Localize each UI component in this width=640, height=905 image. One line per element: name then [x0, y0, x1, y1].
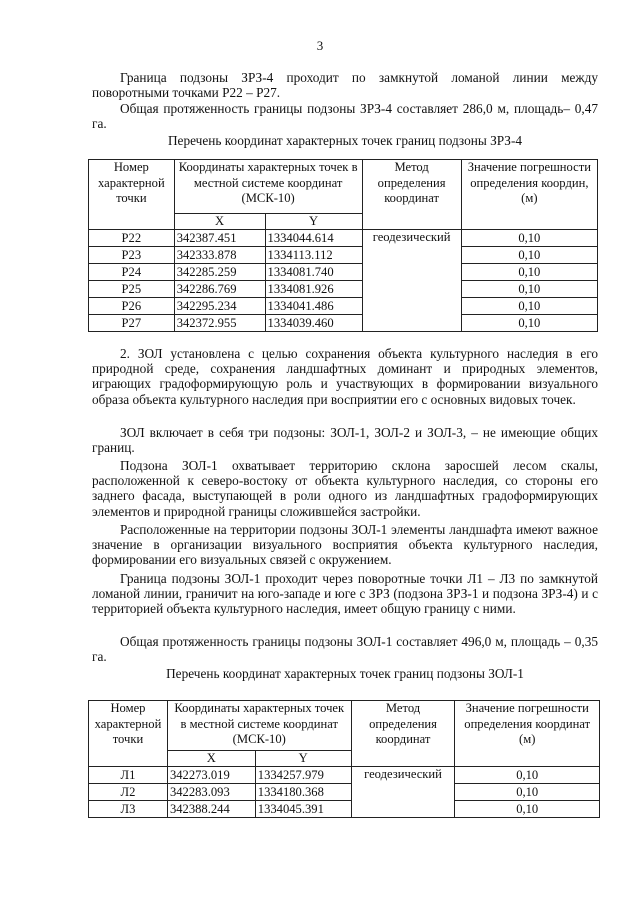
point-error: 0,10: [461, 315, 597, 332]
point-y: 1334045.391: [255, 801, 351, 818]
point-x: 342283.093: [167, 784, 255, 801]
header-y: Y: [265, 214, 362, 230]
point-y: 1334041.486: [265, 298, 362, 315]
point-x: 342372.955: [174, 315, 265, 332]
point-id: Р23: [89, 247, 175, 264]
point-x: 342273.019: [167, 767, 255, 784]
point-y: 1334044.614: [265, 230, 362, 247]
point-error: 0,10: [455, 801, 600, 818]
point-y: 1334081.740: [265, 264, 362, 281]
table1-caption: Перечень координат характерных точек границ подзоны ЗРЗ-4: [167, 133, 523, 148]
paragraph-zol1-boundary: Граница подзоны ЗОЛ-1 проходит через поворотные точки Л1 – Л3 по замкнутой ломаной линии, граничит на юго-западе и юге с ЗРЗ (подзона ЗРЗ-1 и подзона ЗРЗ-4) и с территорией объекта культурного наследия, имеет общую границу с ними.: [92, 571, 598, 617]
point-error: 0,10: [461, 230, 597, 247]
method-cell: геодезический: [362, 230, 461, 332]
paragraph-zol-purpose: 2. ЗОЛ установлена с целью сохранения объекта культурного наследия в его природной среде, сохранения ландшафтных доминант и природных элементов, играющих градоформирующую роль и участвующих в формировании визуального образа объекта культурного наследия при восприятии его с основных видовых точек.: [92, 346, 598, 407]
point-y: 1334180.368: [255, 784, 351, 801]
point-x: 342387.451: [174, 230, 265, 247]
point-y: 1334113.112: [265, 247, 362, 264]
point-id: Р26: [89, 298, 175, 315]
point-id: Л3: [89, 801, 168, 818]
point-error: 0,10: [461, 298, 597, 315]
header-x: X: [174, 214, 265, 230]
method-cell: геодезический: [351, 767, 455, 818]
header-method: Метод определения координат: [362, 160, 461, 230]
coordinates-table-zrz4: [88, 159, 598, 332]
paragraph-zrz4-length: Общая протяженность границы подзоны ЗРЗ-4 составляет 286,0 м, площадь– 0,47 га.: [92, 101, 598, 132]
table2-caption: Перечень координат характерных точек границ подзоны ЗОЛ-1: [166, 666, 524, 681]
point-y: 1334081.926: [265, 281, 362, 298]
point-id: Р27: [89, 315, 175, 332]
point-error: 0,10: [461, 247, 597, 264]
point-error: 0,10: [461, 281, 597, 298]
point-id: Р24: [89, 264, 175, 281]
point-x: 342286.769: [174, 281, 265, 298]
header-y: Y: [255, 751, 351, 767]
paragraph-zrz4-boundary: Граница подзоны ЗРЗ-4 проходит по замкнутой ломаной линии между поворотными точками Р22 – Р27.: [92, 70, 598, 101]
point-x: 342333.878: [174, 247, 265, 264]
paragraph-zol1-landscape: Расположенные на территории подзоны ЗОЛ-1 элементы ландшафта имеют важное значение в организации визуального восприятия объекта культурного наследия, формировании его визуальных связей с окружением.: [92, 522, 598, 568]
point-error: 0,10: [461, 264, 597, 281]
header-method: Метод определения координат: [351, 701, 455, 767]
point-y: 1334039.460: [265, 315, 362, 332]
point-id: Л1: [89, 767, 168, 784]
point-error: 0,10: [455, 784, 600, 801]
point-id: Р22: [89, 230, 175, 247]
paragraph-zol-subzones: ЗОЛ включает в себя три подзоны: ЗОЛ-1, ЗОЛ-2 и ЗОЛ-3, – не имеющие общих границ.: [92, 425, 598, 456]
paragraph-zol1-length: Общая протяженность границы подзоны ЗОЛ-1 составляет 496,0 м, площадь – 0,35 га.: [92, 634, 598, 665]
header-error: Значение погрешности определения координат (м): [455, 701, 600, 767]
header-x: X: [167, 751, 255, 767]
coordinates-table-zol1: [88, 700, 600, 818]
header-error: Значение погрешности определения координ, (м): [461, 160, 597, 230]
header-coordinates: Координаты характерных точек в местной системе координат (МСК-10): [174, 160, 362, 214]
point-id: Л2: [89, 784, 168, 801]
header-point-number: Номер характерной точки: [89, 701, 168, 767]
paragraph-zol1-description: Подзона ЗОЛ-1 охватывает территорию склона заросшей лесом скалы, расположенной к северо-востоку от объекта культурного наследия, со стороны его заднего фасада, выступающей в роли одного из ландшафтных градоформирующих элементов и природной границы сложившейся застройки.: [92, 458, 598, 519]
header-coordinates: Координаты характерных точек в местной системе координат (МСК-10): [167, 701, 351, 751]
point-x: 342295.234: [174, 298, 265, 315]
point-error: 0,10: [455, 767, 600, 784]
point-x: 342388.244: [167, 801, 255, 818]
point-y: 1334257.979: [255, 767, 351, 784]
page-number: 3: [316, 38, 324, 53]
point-x: 342285.259: [174, 264, 265, 281]
header-point-number: Номер характерной точки: [89, 160, 175, 230]
point-id: Р25: [89, 281, 175, 298]
